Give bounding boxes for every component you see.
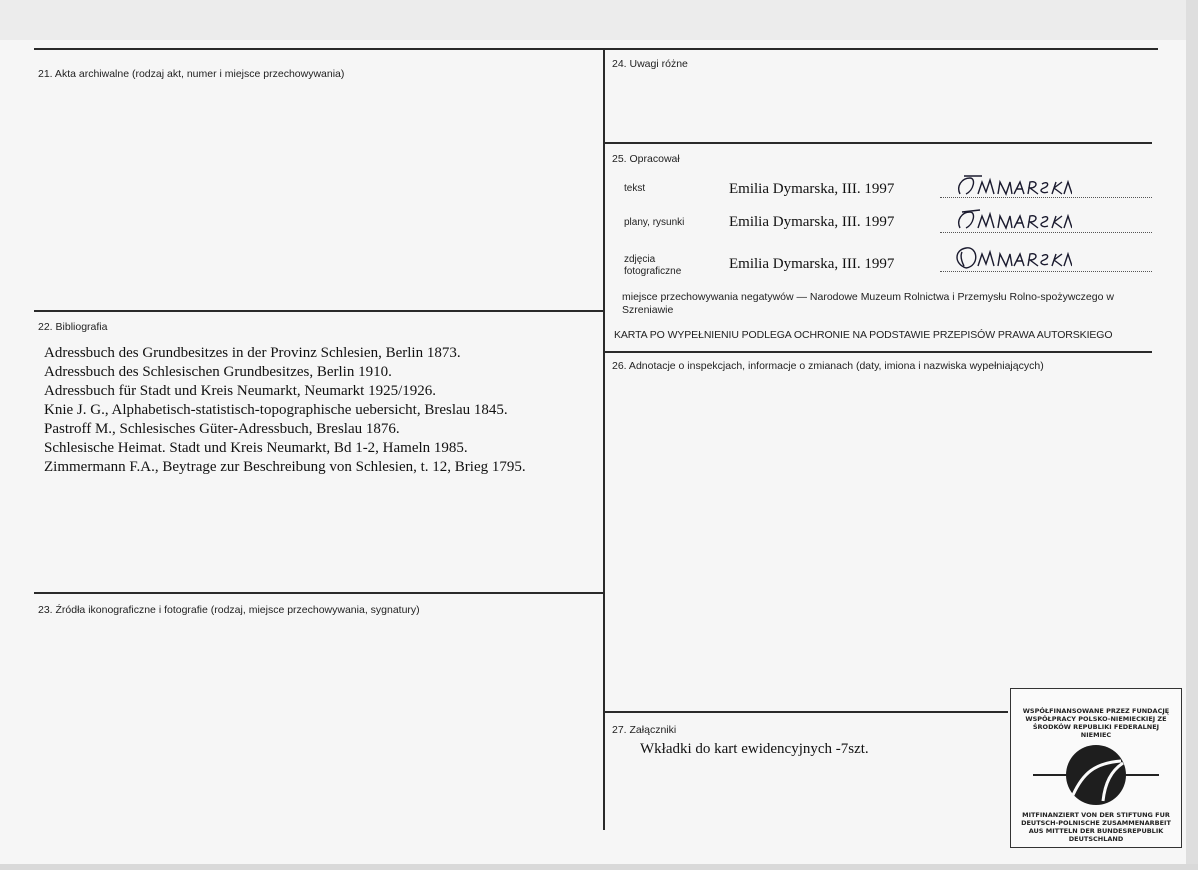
- section-22-label: 22. Bibliografia: [38, 321, 108, 333]
- bibliography-item: Adressbuch des Schlesischen Grundbesitzes, Berlin 1910.: [44, 364, 392, 380]
- top-rule: [34, 48, 1158, 50]
- scan-top-band: [0, 0, 1198, 40]
- section-26-label: 26. Adnotacje o inspekcjach, informacje o zmianach (daty, imiona i nazwiska wypełniających): [612, 360, 1044, 372]
- bibliography-item: Pastroff M., Schlesisches Güter-Adressbuch, Breslau 1876.: [44, 421, 400, 437]
- column-divider: [603, 48, 605, 830]
- signature-plans: [952, 206, 1072, 234]
- rule-26-27: [603, 711, 1008, 713]
- row-label-plans: plany, rysunki: [624, 217, 685, 228]
- bibliography-item: Adressbuch für Stadt und Kreis Neumarkt, Neumarkt 1925/1926.: [44, 383, 437, 399]
- foundation-stamp: [1010, 688, 1182, 848]
- row-label-text: tekst: [624, 183, 646, 194]
- bibliography-item: Adressbuch des Grundbesitzes in der Provinz Schlesien, Berlin 1873.: [44, 345, 461, 361]
- signature-photos: [952, 244, 1072, 272]
- section-21-label: 21. Akta archiwalne (rodzaj akt, numer i miejsce przechowywania): [38, 68, 345, 80]
- rule-22-23: [34, 592, 604, 594]
- bibliography-item: Zimmermann F.A., Beytrage zur Beschreibung von Schlesien, t. 12, Brieg 1795.: [44, 459, 526, 475]
- author-text: Emilia Dymarska, III. 1997: [729, 181, 895, 197]
- stamp-text-polish: WSPÓŁFINANSOWANE PRZEZ FUNDACJĘ WSPÓŁPRACY POLSKO-NIEMIECKIEJ ZE ŚRODKÓW REPUBLIKI FEDERALNEJ NIEMIEC: [1022, 707, 1170, 739]
- section-24-label: 24. Uwagi różne: [612, 58, 688, 70]
- author-plans: Emilia Dymarska, III. 1997: [729, 214, 895, 230]
- section-25-label: 25. Opracował: [612, 153, 680, 165]
- scan-right-edge: [1186, 0, 1198, 870]
- bibliography-item: Schlesische Heimat. Stadt und Kreis Neumarkt, Bd 1-2, Hameln 1985.: [44, 440, 468, 456]
- foundation-logo-icon: [1033, 743, 1159, 807]
- section-23-label: 23. Źródła ikonograficzne i fotografie (rodzaj, miejsce przechowywania, sygnatury): [38, 604, 420, 616]
- bibliography-item: Knie J. G., Alphabetisch-statistisch-topographische uebersicht, Breslau 1845.: [44, 402, 508, 418]
- negatives-note: miejsce przechowywania negatywów — Narodowe Muzeum Rolnictwa i Przemysłu Rolno-spożywczego w Szreniawie: [622, 291, 1114, 316]
- rule-25-26: [603, 351, 1152, 353]
- attachments-value: Wkładki do kart ewidencyjnych -7szt.: [640, 741, 869, 757]
- author-photos: Emilia Dymarska, III. 1997: [729, 256, 895, 272]
- bibliography-list: [44, 344, 526, 477]
- scan-bottom-edge: [0, 864, 1198, 870]
- copyright-note: KARTA PO WYPEŁNIENIU PODLEGA OCHRONIE NA PODSTAWIE PRZEPISÓW PRAWA AUTORSKIEGO: [614, 329, 1113, 341]
- section-27-label: 27. Załączniki: [612, 724, 677, 736]
- signature-tekst: [952, 172, 1072, 200]
- rule-21-22: [34, 310, 604, 312]
- stamp-text-german: MITFINANZIERT VON DER STIFTUNG FUR DEUTSCH-POLNISCHE ZUSAMMENARBEIT AUS MITTELN DER BUNDESREPUBLIK DEUTSCHLAND: [1021, 811, 1171, 843]
- rule-24-25: [603, 142, 1152, 144]
- row-label-photos: zdjęcia fotograficzne: [624, 254, 682, 277]
